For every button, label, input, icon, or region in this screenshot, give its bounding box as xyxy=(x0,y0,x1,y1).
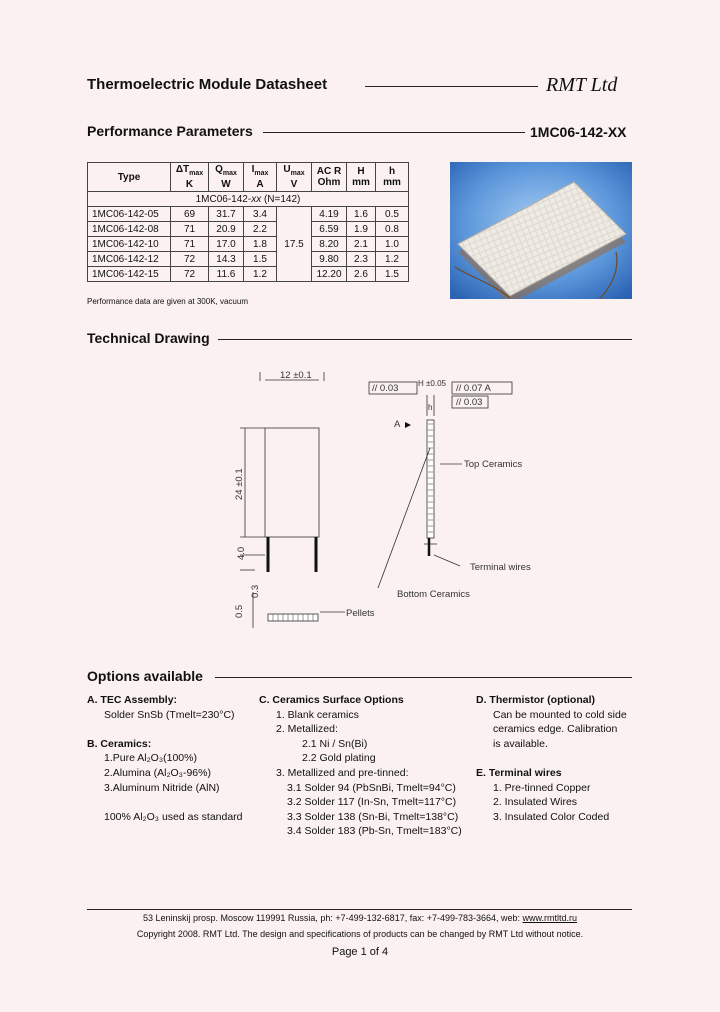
opt-heading-c: C. Ceramics Surface Options xyxy=(259,694,404,706)
performance-table xyxy=(87,162,409,282)
cell-h: 1.0 xyxy=(376,237,409,252)
opt-heading-d: D. Thermistor (optional) xyxy=(476,694,595,706)
footer-address: 53 Leninskij prosp. Moscow 119991 Russia, ph: +7-499-132-6817, fax: +7-499-783-3664, web: www.rmtltd.ru xyxy=(142,913,578,923)
opt-item: 3.3 Solder 138 (Sn-Bi, Tmelt=138°C) xyxy=(287,810,459,823)
cell-i: 2.2 xyxy=(244,222,277,237)
opt-item: ceramics edge. Calibration xyxy=(493,723,618,736)
opt-heading-e: E. Terminal wires xyxy=(476,766,562,779)
cell-H: 2.6 xyxy=(347,267,376,282)
perf-model: 1MC06-142-XX xyxy=(530,124,627,140)
website-link[interactable]: www.rmtltd.ru xyxy=(522,913,578,923)
drawing-rule xyxy=(218,339,632,340)
opt-item: 1. Blank ceramics xyxy=(276,708,359,721)
opt-item: Can be mounted to cold side xyxy=(493,708,627,721)
group-label: 1MC06-142-xx (N=142) xyxy=(88,192,409,207)
table-header-row xyxy=(88,163,409,192)
cell-H: 1.6 xyxy=(347,207,376,222)
opt-item: 3.Aluminum Nitride (AlN) xyxy=(104,781,220,794)
opt-item: 2.1 Ni / Sn(Bi) xyxy=(302,737,368,750)
cell-type: 1MC06-142-05 xyxy=(88,207,171,222)
cell-i: 1.5 xyxy=(244,252,277,267)
opt-item: 3.2 Solder 117 (In-Sn, Tmelt=117°C) xyxy=(287,796,457,809)
dim-05: 0.5 xyxy=(234,604,245,618)
header-rule xyxy=(365,86,538,87)
cell-H: 2.3 xyxy=(347,252,376,267)
cell-i: 3.4 xyxy=(244,207,277,222)
opt-item: 2.Alumina (Al₂O₃-96%) xyxy=(104,766,211,779)
module-side-view xyxy=(427,420,434,538)
footer-rule xyxy=(87,909,632,910)
cell-r: 6.59 xyxy=(312,222,347,237)
cell-q: 31.7 xyxy=(209,207,244,222)
opt-item: 2. Insulated Wires xyxy=(493,796,578,809)
dim-03: 0.3 xyxy=(250,584,261,598)
module-front-view xyxy=(265,428,319,537)
datum-a: A xyxy=(394,419,401,430)
opt-item: 1.Pure Al₂O₃(100%) xyxy=(104,752,197,765)
cell-q: 11.6 xyxy=(209,267,244,282)
cell-dt: 72 xyxy=(171,267,209,282)
cell-h: 1.2 xyxy=(376,252,409,267)
table-row xyxy=(88,237,409,252)
cell-umax: 17.5 xyxy=(277,207,312,282)
cell-r: 9.80 xyxy=(312,252,347,267)
col-acr: AC R Ohm xyxy=(312,163,347,192)
opt-spacer xyxy=(476,751,627,766)
technical-drawing xyxy=(200,360,560,640)
tol-hh: H ±0.05 xyxy=(418,379,446,388)
tol-right2: // 0.03 xyxy=(456,397,483,408)
label-pellets: Pellets xyxy=(346,608,375,619)
table-row xyxy=(88,222,409,237)
options-rule xyxy=(215,677,632,678)
col-H: H mm xyxy=(347,163,376,192)
opt-item: Solder SnSb (Tmelt=230°C) xyxy=(104,708,235,721)
cell-q: 17.0 xyxy=(209,237,244,252)
cell-h: 0.8 xyxy=(376,222,409,237)
datum-a-marker xyxy=(405,422,411,428)
tol-left: // 0.03 xyxy=(372,383,399,394)
options-col-1 xyxy=(87,693,243,824)
col-dtmax: $\Delta T_{max}$ K xyxy=(171,163,209,192)
label-bottom-ceramics: Bottom Ceramics xyxy=(397,589,470,600)
opt-heading-b: B. Ceramics: xyxy=(87,737,152,750)
group-row xyxy=(88,192,409,207)
dim-width: 12 ±0.1 xyxy=(280,370,312,381)
col-imax: $I_{max}$ A xyxy=(244,163,277,192)
cell-dt: 71 xyxy=(171,222,209,237)
cell-type: 1MC06-142-15 xyxy=(88,267,171,282)
col-umax: $U_{max}$ V xyxy=(277,163,312,192)
product-photo xyxy=(450,162,632,299)
options-col-3 xyxy=(476,693,627,824)
dim-wire: 4.0 xyxy=(236,546,247,560)
table-row xyxy=(88,207,409,222)
cell-dt: 71 xyxy=(171,237,209,252)
opt-item: 100% Al₂O₃ used as standard xyxy=(104,810,243,823)
label-terminal-wires: Terminal wires xyxy=(470,562,531,573)
page-number: Page 1 of 4 xyxy=(331,946,389,958)
perf-title: Performance Parameters xyxy=(87,123,253,139)
cell-r: 8.20 xyxy=(312,237,347,252)
cell-h: 1.5 xyxy=(376,267,409,282)
opt-spacer xyxy=(87,795,243,810)
opt-item: is available. xyxy=(493,737,548,750)
options-col-2 xyxy=(259,693,462,839)
opt-item: 3. Metallized and pre-tinned: xyxy=(276,766,409,779)
table-row xyxy=(88,252,409,267)
cell-H: 1.9 xyxy=(347,222,376,237)
cell-type: 1MC06-142-08 xyxy=(88,222,171,237)
cell-dt: 72 xyxy=(171,252,209,267)
cell-q: 14.3 xyxy=(209,252,244,267)
perf-rule xyxy=(263,132,525,133)
cell-type: 1MC06-142-10 xyxy=(88,237,171,252)
label-top-ceramics: Top Ceramics xyxy=(464,459,523,470)
opt-item: 1. Pre-tinned Copper xyxy=(493,781,591,794)
perf-note: Performance data are given at 300K, vacuum xyxy=(87,297,248,306)
opt-item: 2.2 Gold plating xyxy=(302,752,376,765)
cell-i: 1.2 xyxy=(244,267,277,282)
options-title: Options available xyxy=(87,668,203,684)
brand-name: RMT Ltd xyxy=(546,74,618,96)
doc-title: Thermoelectric Module Datasheet xyxy=(87,76,328,93)
opt-spacer xyxy=(87,722,243,737)
col-type: Type xyxy=(88,163,171,192)
cell-r: 12.20 xyxy=(312,267,347,282)
opt-item: 3. Insulated Color Coded xyxy=(493,810,610,823)
col-qmax: $Q_{max}$ W xyxy=(209,163,244,192)
dim-height: 24 ±0.1 xyxy=(234,468,245,500)
tol-right1: // 0.07 A xyxy=(456,383,491,394)
opt-item: 3.1 Solder 94 (PbSnBi, Tmelt=94°C) xyxy=(287,781,456,794)
cell-q: 20.9 xyxy=(209,222,244,237)
cell-r: 4.19 xyxy=(312,207,347,222)
drawing-title: Technical Drawing xyxy=(87,330,210,346)
cell-h: 0.5 xyxy=(376,207,409,222)
table-row xyxy=(88,267,409,282)
footer-copyright: Copyright 2008. RMT Ltd. The design and specifications of products can be changed by RMT Ltd without notice. xyxy=(136,929,584,939)
cell-dt: 69 xyxy=(171,207,209,222)
cell-type: 1MC06-142-12 xyxy=(88,252,171,267)
cell-H: 2.1 xyxy=(347,237,376,252)
tol-h: h xyxy=(428,403,433,412)
cell-i: 1.8 xyxy=(244,237,277,252)
opt-item: 2. Metallized: xyxy=(276,723,338,736)
opt-item: 3.4 Solder 183 (Pb-Sn, Tmelt=183°C) xyxy=(287,825,462,838)
col-h: h mm xyxy=(376,163,409,192)
opt-heading-a: A. TEC Assembly: xyxy=(87,694,178,706)
